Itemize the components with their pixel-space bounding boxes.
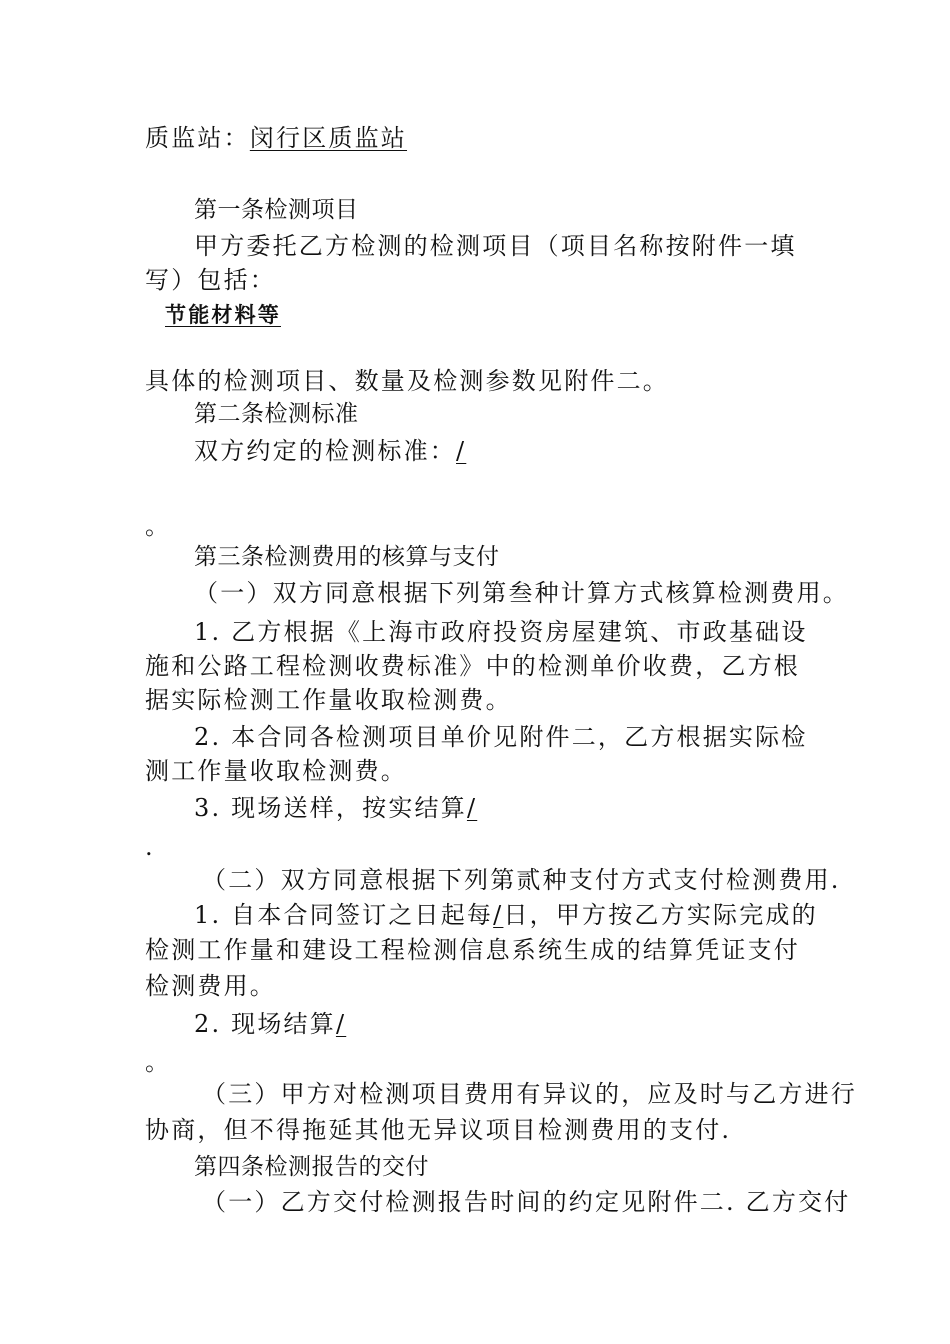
- article-1-text-line-2: 写）包括：: [145, 266, 276, 294]
- article-2-standard-line: [194, 434, 466, 468]
- article-3-payment-1-text-b: 日，甲方按乙方实际完成的: [503, 901, 818, 929]
- article-3-payment-1-line-1: [194, 898, 818, 932]
- article-2-standard-value: /: [456, 437, 467, 465]
- article-3-method-3-line: [194, 791, 477, 825]
- article-3-title: 第三条检测费用的核算与支付: [194, 544, 500, 570]
- article-3-payment-2-end-mark: 。: [145, 1048, 172, 1076]
- article-3-payment-2-label: 2. 现场结算: [194, 1010, 336, 1038]
- supervision-station-label: 质监站：: [145, 124, 250, 152]
- article-3-payment-1-line-3: 检测费用。: [145, 972, 276, 1000]
- supervision-station-value: 闵行区质监站: [249, 124, 408, 152]
- article-3-para-2: （二）双方同意根据下列第贰种支付方式支付检测费用.: [202, 866, 841, 894]
- article-3-payment-2-line: [194, 1007, 346, 1041]
- article-3-method-3-end-mark: .: [145, 833, 155, 861]
- article-3-method-2-line-1: 2. 本合同各检测项目单价见附件二，乙方根据实际检: [194, 723, 808, 751]
- article-1-text-line-1: 甲方委托乙方检测的检测项目（项目名称按附件一填: [194, 232, 797, 260]
- article-3-payment-1-value: /: [493, 901, 504, 929]
- article-2-end-mark: 。: [145, 512, 172, 540]
- article-3-method-1-line-2: 施和公路工程检测收费标准》中的检测单价收费，乙方根: [145, 652, 800, 680]
- article-3-para-3-line-2: 协商，但不得拖延其他无异议项目检测费用的支付.: [145, 1116, 732, 1144]
- article-3-payment-1-text-a: 1. 自本合同签订之日起每: [194, 901, 494, 929]
- article-4-para-1: （一）乙方交付检测报告时间的约定见附件二. 乙方交付: [202, 1188, 851, 1216]
- article-3-payment-2-value: /: [335, 1010, 347, 1038]
- article-3-method-1-line-1: 1. 乙方根据《上海市政府投资房屋建筑、市政基础设: [194, 618, 808, 646]
- article-2-standard-label: 双方约定的检测标准：: [194, 437, 456, 465]
- article-3-para-3-line-1: （三）甲方对检测项目费用有异议的，应及时与乙方进行: [202, 1080, 857, 1108]
- article-1-items-value: 节能材料等: [165, 302, 281, 327]
- article-1-title: 第一条检测项目: [194, 197, 359, 223]
- article-4-title: 第四条检测报告的交付: [194, 1154, 429, 1180]
- article-3-method-2-line-2: 测工作量收取检测费。: [145, 757, 407, 785]
- article-3-method-1-line-3: 据实际检测工作量收取检测费。: [145, 686, 512, 714]
- supervision-station-line: [145, 121, 407, 155]
- article-1-detail: 具体的检测项目、数量及检测参数见附件二。: [145, 367, 669, 395]
- article-3-method-3-value: /: [466, 794, 478, 822]
- article-2-title: 第二条检测标准: [194, 401, 359, 427]
- article-3-payment-1-line-2: 检测工作量和建设工程检测信息系统生成的结算凭证支付: [145, 936, 800, 964]
- article-3-para-1: （一）双方同意根据下列第叁种计算方式核算检测费用。: [194, 579, 849, 607]
- article-3-method-3-label: 3. 现场送样，按实结算: [194, 794, 467, 822]
